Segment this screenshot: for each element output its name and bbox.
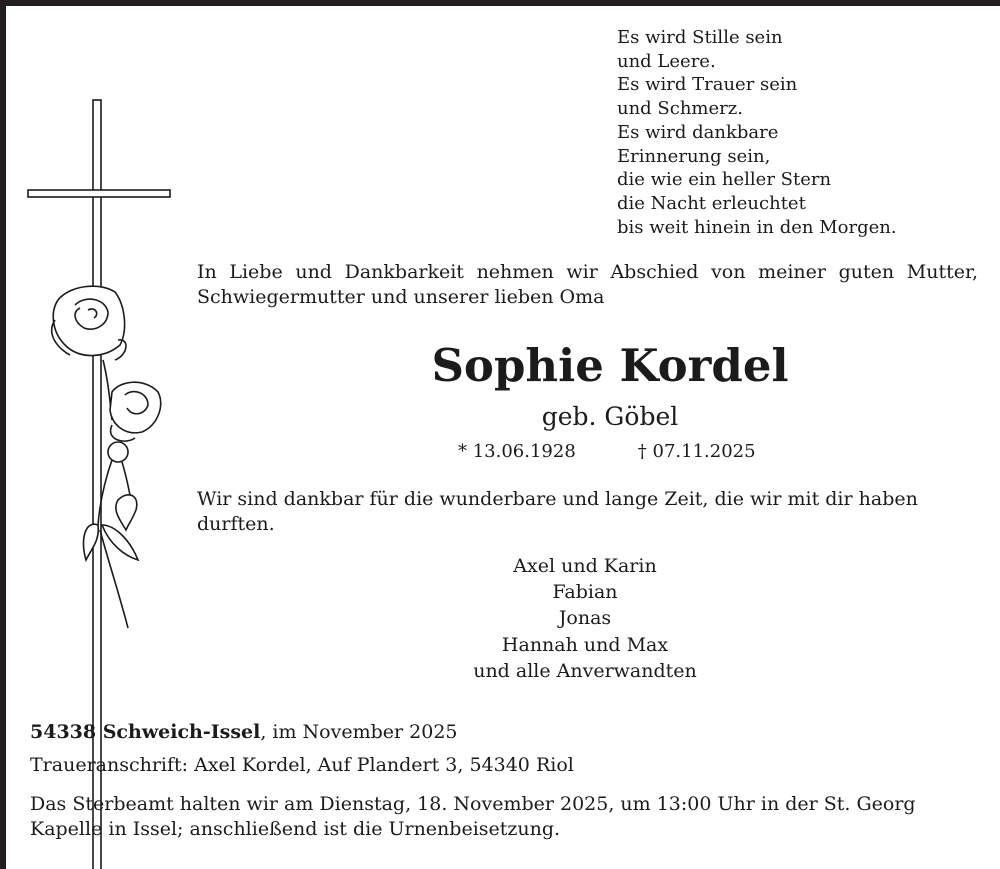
poem-line: Es wird Trauer sein [617,74,798,96]
maiden-name: geb. Göbel [541,402,679,431]
mourner: Jonas [558,607,612,630]
mourners-list [435,553,735,684]
rose-upper [52,286,126,360]
place-date-text: , im November 2025 [260,721,458,743]
mourner: und alle Anverwandten [473,659,697,682]
birth-date: * 13.06.1928 [458,441,576,462]
poem-line: und Leere. [617,50,716,72]
place-name: 54338 Schweich-Issel [30,721,261,743]
mourner: Axel und Karin [513,555,657,577]
poem-line: bis weit hinein in den Morgen. [617,216,897,238]
life-dates [458,440,756,464]
mourning-address: Traueranschrift: Axel Kordel, Auf Plandert 3, 54340 Riol [30,754,574,776]
intro-text: In Liebe und Dankbarkeit nehmen wir Abschied von meiner guten Mutter, Schwiegermutter und unserer lieben Oma [197,261,978,308]
death-date: † 07.11.2025 [637,441,756,462]
mourner: Hannah und Max [501,633,669,656]
deceased-name: Sophie Kordel [431,339,789,392]
place-date [30,720,458,745]
poem [617,26,897,239]
poem-line: Es wird Stille sein [617,27,783,48]
poem-line: die wie ein heller Stern [617,169,832,191]
thanks-text: Wir sind dankbar für die wunderbare und lange Zeit, die wir mit dir haben durften. [197,488,918,535]
poem-line: Es wird dankbare [617,121,779,143]
poem-line: und Schmerz. [617,98,743,120]
mourner: Fabian [552,581,618,604]
rose-lower [110,382,161,441]
cross-horizontal-bar [28,190,170,197]
service-info: Das Sterbeamt halten wir am Dienstag, 18. November 2025, um 13:00 Uhr in der St. Georg Kapelle in Issel; anschließend ist die Urnenbeisetzung. [30,793,916,840]
poem-line: Erinnerung sein, [617,145,771,167]
poem-line: die Nacht erleuchtet [617,192,806,214]
